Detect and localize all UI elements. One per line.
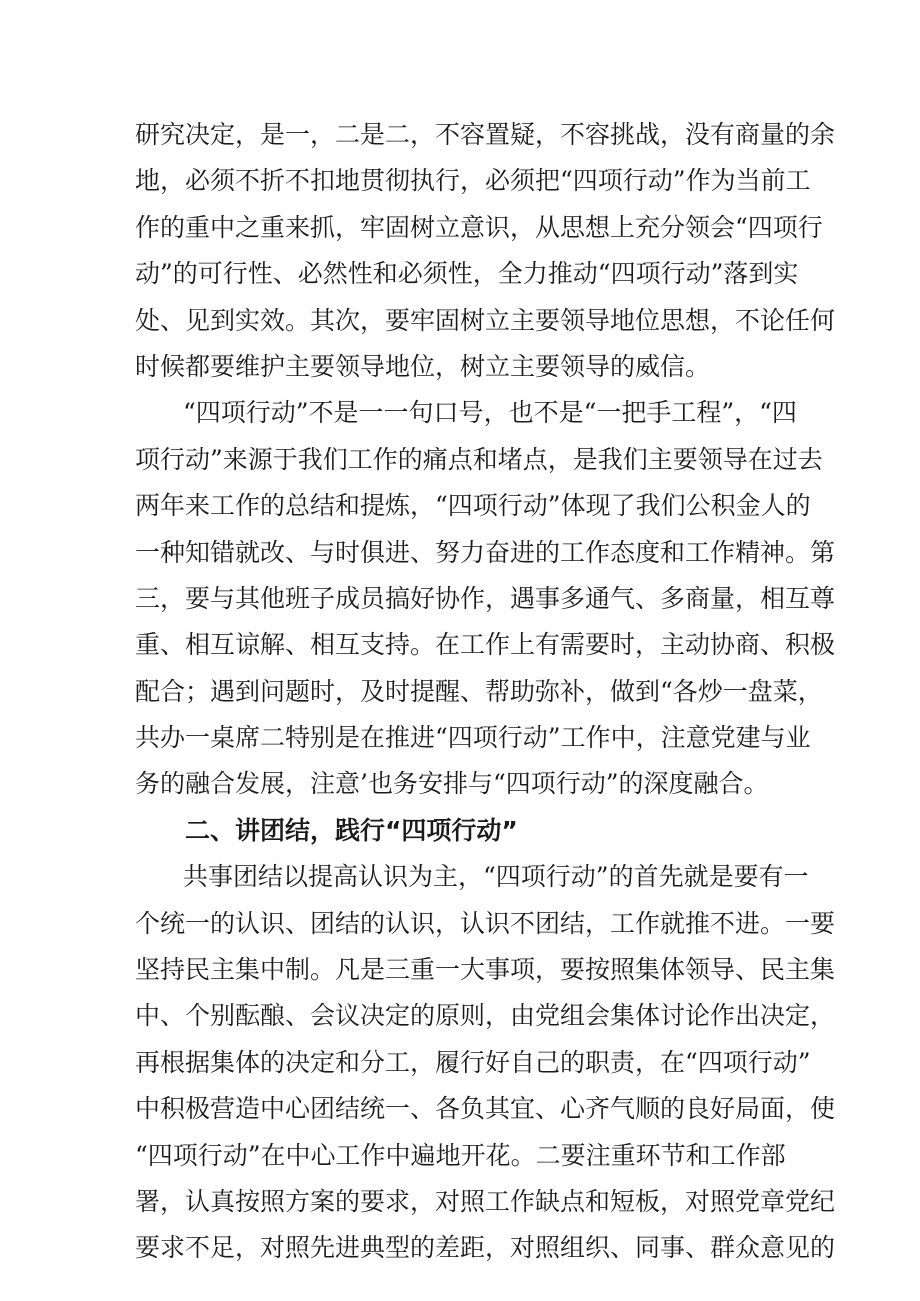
paragraph-line: 坚持民主集中制。凡是三重一大事项，要按照集体领导、民主集: [135, 955, 836, 985]
paragraph-line: 署，认真按照方案的要求，对照工作缺点和短板，对照党章党纪: [135, 1186, 836, 1216]
paragraph-line: 研究决定，是一，二是二，不容置疑，不容挑战，没有商量的余: [135, 120, 836, 149]
paragraph-line: 一种知错就改、与时俱进、努力奋进的工作态度和工作精神。第: [135, 537, 836, 567]
paragraph-line: 作的重中之重来抓，牢固树立意识，从思想上充分领会“四项行: [135, 212, 823, 242]
paragraph-line: 重、相互谅解、相互支持。在工作上有需要时，主动协商、积极: [135, 630, 836, 660]
paragraph-line: 要求不足，对照先进典型的差距，对照组织、同事、群众意见的: [135, 1233, 836, 1263]
paragraph-line: 务的融合发展，注意’也务安排与“四项行动”的深度融合。: [135, 769, 769, 799]
paragraph-line: 共事团结以提高认识为主，“四项行动”的首先就是要有一: [183, 862, 809, 892]
paragraph-line: 配合；遇到问题时，及时提醒、帮助弥补，做到“各炒一盘菜，: [135, 676, 823, 706]
paragraph-line: 处、见到实效。其次，要牢固树立主要领导地位思想，不论任何: [135, 305, 836, 335]
paragraph-line: 两年来工作的总结和提炼，“四项行动”体现了我们公积金人的: [135, 491, 811, 521]
document-body: [135, 112, 836, 1272]
section-heading: 二、讲团结，践行“四项行动”: [185, 815, 518, 845]
paragraph-line: 中积极营造中心团结统一、各负其宜、心齐气顺的良好局面，使: [135, 1094, 836, 1124]
paragraph-line: 动”的可行性、必然性和必须性，全力推动“四项行动”落到实: [135, 259, 799, 289]
paragraph-line: 项行动”来源于我们工作的痛点和堵点，是我们主要领导在过去: [135, 444, 823, 474]
paragraph-line: “四项行动”不是一一句口号，也不是“一把手工程”，“四: [183, 398, 797, 428]
paragraph-line: 中、个别酝酿、会议决定的原则，由党组会集体讨论作出决定，: [135, 1001, 836, 1031]
paragraph-line: 时候都要维护主要领导地位，树立主要领导的威信。: [135, 351, 711, 381]
paragraph-line: “四项行动”在中心工作中遍地开花。二要注重环节和工作部: [135, 1140, 786, 1170]
paragraph-line: 共办一桌席二特别是在推进“四项行动”工作中，注意党建与业: [135, 723, 811, 753]
paragraph-line: 个统一的认识、团结的认识，认识不团结，工作就推不进。一要: [135, 908, 836, 938]
paragraph-line: 地，必须不折不扣地贯彻执行，必须把“四项行动”作为当前工: [135, 166, 811, 196]
paragraph-line: 三，要与其他班子成员搞好协作，遇事多通气、多商量，相互尊: [135, 583, 836, 613]
paragraph-line: 再根据集体的决定和分工，履行好自己的职责，在“四项行动”: [135, 1047, 811, 1077]
